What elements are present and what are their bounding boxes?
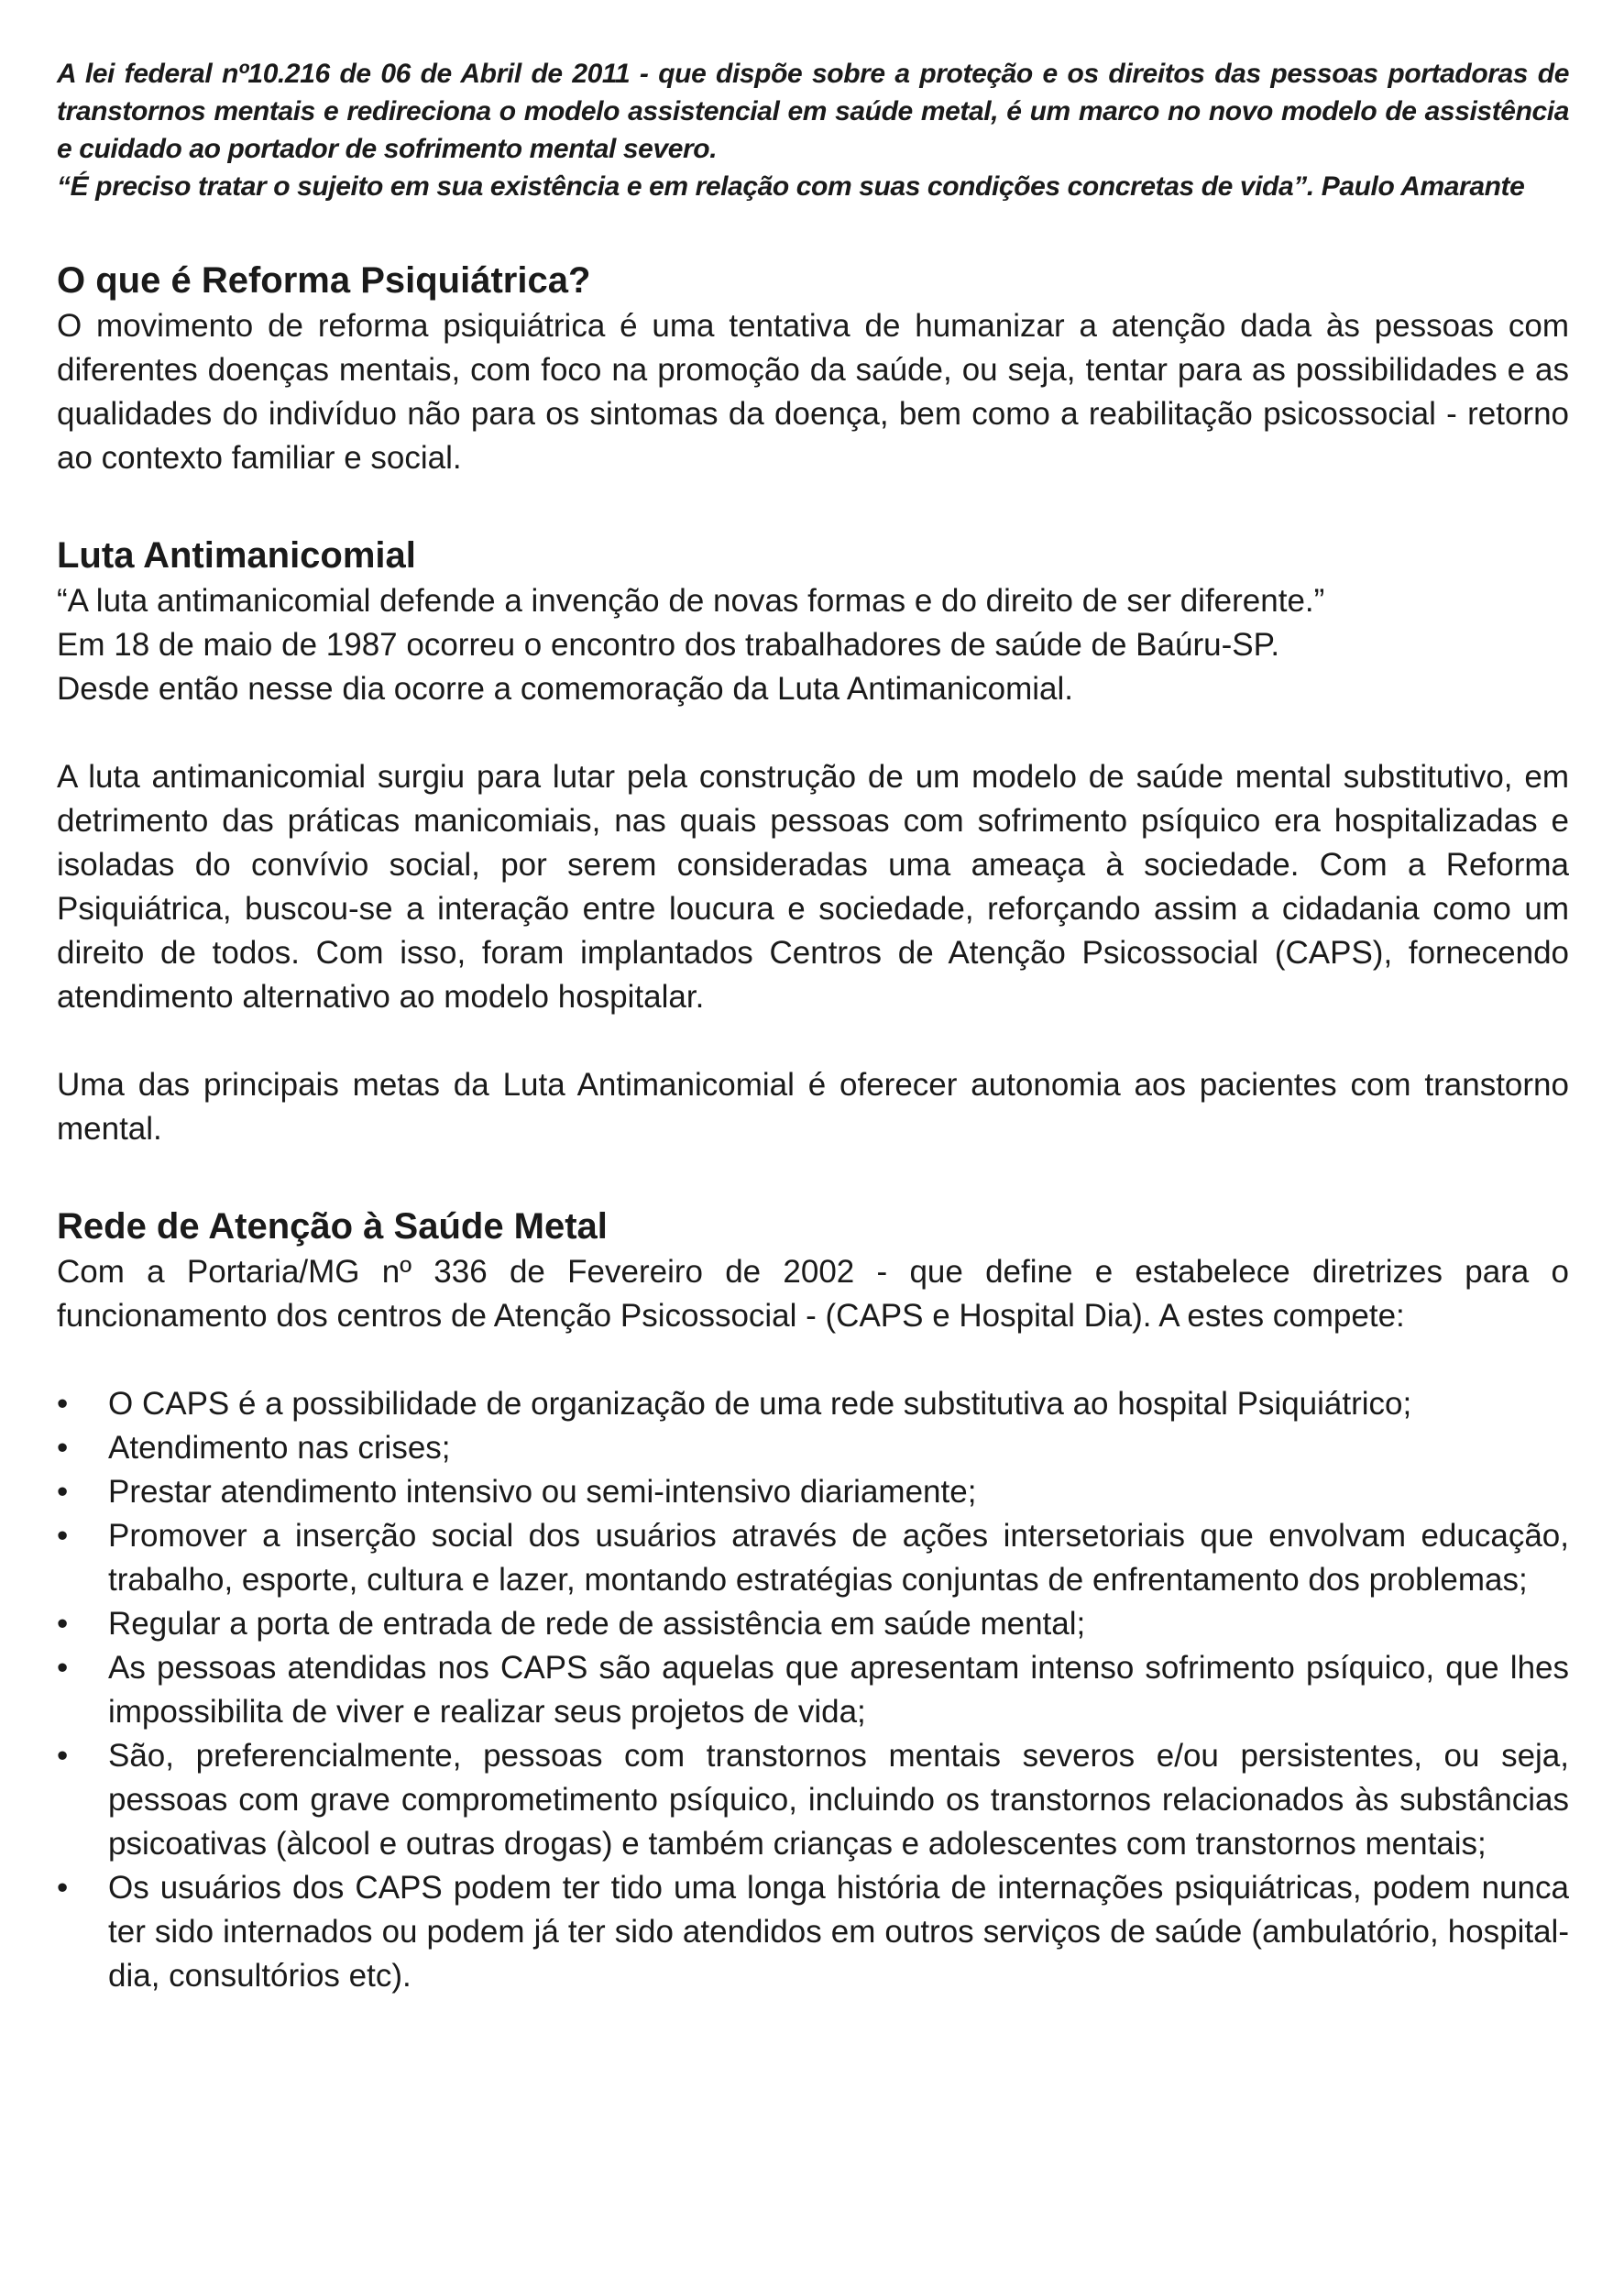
list-item-text: O CAPS é a possibilidade de organização de uma rede substitutiva ao hospital Psiquiátrico; xyxy=(108,1386,1412,1422)
reforma-body: O movimento de reforma psiquiátrica é uma tentativa de humanizar a atenção dada às pessoas com diferentes doenças mentais, com foco na promoção da saúde, ou seja, tentar para as possibilidades e as qualidades do indivíduo não para os sintomas da doença, bem como a reabilitação psicossocial - retorno ao contexto familiar e social. xyxy=(57,308,1569,476)
bullet-icon: • xyxy=(57,1518,69,1554)
section-reforma xyxy=(57,257,1569,480)
bullet-icon: • xyxy=(57,1474,69,1510)
bullet-icon: • xyxy=(57,1650,69,1686)
luta-quote-line: “A luta antimanicomial defende a invenção de novas formas e do direito de ser diferente.” xyxy=(57,583,1325,619)
bullet-icon: • xyxy=(57,1606,69,1642)
document-page xyxy=(57,55,1569,1998)
section-rede xyxy=(57,1203,1569,1998)
section-luta xyxy=(57,532,1569,1151)
law-paragraph: A lei federal nº10.216 de 06 de Abril de 2011 - que dispõe sobre a proteção e os direitos das pessoas portadoras de transtornos mentais e redireciona o modelo assistencial em saúde metal, é um marco no novo modelo de assistência e cuidado ao portador de sofrimento mental severo. xyxy=(57,59,1569,164)
list-item-text: Promover a inserção social dos usuários através de ações intersetoriais que envolvam educação, trabalho, esporte, cultura e lazer, montando estratégias conjuntas de enfrentamento dos problemas; xyxy=(108,1518,1569,1598)
list-item-text: As pessoas atendidas nos CAPS são aquelas que apresentam intenso sofrimento psíquico, que lhes impossibilita de viver e realizar seus projetos de vida; xyxy=(108,1650,1569,1730)
author-quote: “É preciso tratar o sujeito em sua existência e em relação com suas condições concretas de vida”. Paulo Amarante xyxy=(57,171,1525,202)
bullet-icon: • xyxy=(57,1870,69,1906)
list-item xyxy=(57,1382,1569,1426)
list-item-text: Os usuários dos CAPS podem ter tido uma longa história de internações psiquiátricas, podem nunca ter sido internados ou podem já ter sido atendidos em outros serviços de saúde (ambulatório, hospital-dia, consultórios etc). xyxy=(108,1870,1569,1994)
list-item xyxy=(57,1514,1569,1602)
list-item-text: Atendimento nas crises; xyxy=(108,1430,451,1466)
list-item xyxy=(57,1734,1569,1866)
list-item xyxy=(57,1602,1569,1646)
bullet-icon: • xyxy=(57,1738,69,1774)
list-item-text: Prestar atendimento intensivo ou semi-intensivo diariamente; xyxy=(108,1474,977,1510)
luta-commemoration-line: Desde então nesse dia ocorre a comemoração da Luta Antimanicomial. xyxy=(57,671,1073,707)
caps-duties-list xyxy=(57,1382,1569,1998)
list-item xyxy=(57,1866,1569,1998)
list-item xyxy=(57,1426,1569,1470)
luta-goal-paragraph: Uma das principais metas da Luta Antimanicomial é oferecer autonomia aos pacientes com transtorno mental. xyxy=(57,1067,1569,1147)
bullet-icon: • xyxy=(57,1386,69,1422)
bullet-icon: • xyxy=(57,1430,69,1466)
list-item-text: Regular a porta de entrada de rede de assistência em saúde mental; xyxy=(108,1606,1086,1642)
intro-block xyxy=(57,55,1569,205)
section-title-luta: Luta Antimanicomial xyxy=(57,535,416,576)
luta-date-line: Em 18 de maio de 1987 ocorreu o encontro dos trabalhadores de saúde de Baúru-SP. xyxy=(57,627,1280,663)
rede-intro: Com a Portaria/MG nº 336 de Fevereiro de 2002 - que define e estabelece diretrizes para o funcionamento dos centros de Atenção Psicossocial - (CAPS e Hospital Dia). A estes compete: xyxy=(57,1254,1569,1334)
list-item-text: São, preferencialmente, pessoas com transtornos mentais severos e/ou persistentes, ou seja, pessoas com grave comprometimento psíquico, incluindo os transtornos relacionados às substâncias psicoativas (àlcool e outras drogas) e também crianças e adolescentes com transtornos mentais; xyxy=(108,1738,1569,1862)
section-title-rede: Rede de Atenção à Saúde Metal xyxy=(57,1206,608,1247)
luta-history-paragraph: A luta antimanicomial surgiu para lutar pela construção de um modelo de saúde mental substitutivo, em detrimento das práticas manicomiais, nas quais pessoas com sofrimento psíquico era hospitalizadas e isoladas do convívio social, por serem consideradas uma ameaça à sociedade. Com a Reforma Psiquiátrica, buscou-se a interação entre loucura e sociedade, reforçando assim a cidadania como um direito de todos. Com isso, foram implantados Centros de Atenção Psicossocial (CAPS), fornecendo atendimento alternativo ao modelo hospitalar. xyxy=(57,759,1569,1015)
list-item xyxy=(57,1470,1569,1514)
section-title-reforma: O que é Reforma Psiquiátrica? xyxy=(57,260,591,301)
list-item xyxy=(57,1646,1569,1734)
